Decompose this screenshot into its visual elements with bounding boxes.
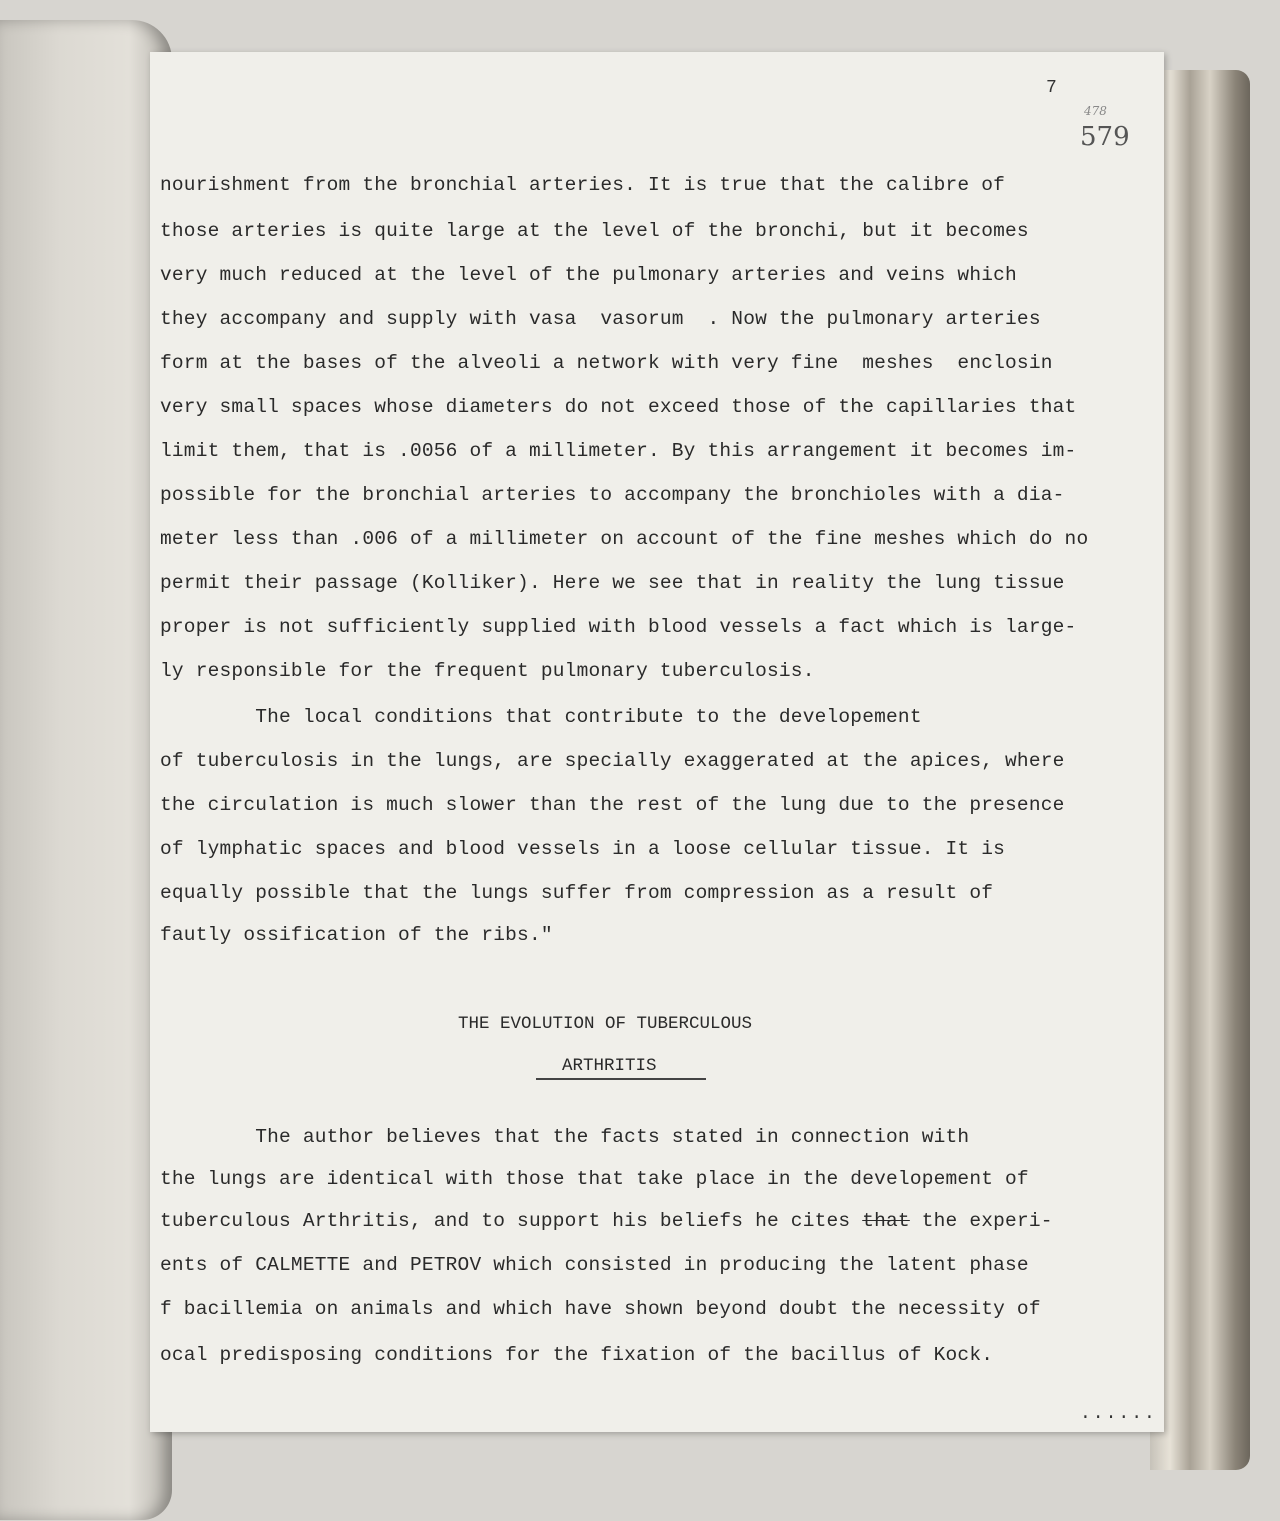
body-line: the circulation is much slower than the rest of the lung due to the presence xyxy=(160,794,1065,816)
section-line: f bacillemia on animals and which have shown beyond doubt the necessity of xyxy=(160,1298,1041,1320)
body-line: of tuberculosis in the lungs, are specially exaggerated at the apices, where xyxy=(160,750,1065,772)
body-line: very small spaces whose diameters do not exceed those of the capillaries that xyxy=(160,396,1077,418)
section-line: ocal predisposing conditions for the fixation of the bacillus of Kock. xyxy=(160,1344,994,1366)
section-line: The author believes that the facts stated in connection with xyxy=(160,1126,970,1148)
handwritten-folio-number: 478 xyxy=(1084,104,1107,118)
body-line: permit their passage (Kolliker). Here we see that in reality the lung tissue xyxy=(160,572,1065,594)
section-heading-subtitle: ARTHRITIS xyxy=(562,1056,657,1076)
body-line: very much reduced at the level of the pulmonary arteries and veins which xyxy=(160,264,1017,286)
body-line: fautly ossification of the ribs." xyxy=(160,924,553,946)
body-line: limit them, that is .0056 of a millimeter. By this arrangement it becomes im- xyxy=(160,440,1077,462)
previous-page-edge xyxy=(0,20,172,1520)
page-number: 7 xyxy=(1046,78,1057,98)
section-line xyxy=(160,1210,1053,1232)
section-line-tail: the experi- xyxy=(909,1210,1053,1232)
end-dots: ...... xyxy=(1080,1404,1157,1424)
body-line: proper is not sufficiently supplied with blood vessels a fact which is large- xyxy=(160,616,1077,638)
body-line: ly responsible for the frequent pulmonary tuberculosis. xyxy=(160,660,815,682)
archive-folio-number: 579 xyxy=(1080,122,1130,152)
heading-underline xyxy=(536,1078,706,1080)
body-line: of lymphatic spaces and blood vessels in a loose cellular tissue. It is xyxy=(160,838,1006,860)
body-line: they accompany and supply with vasa vasorum . Now the pulmonary arteries xyxy=(160,308,1041,330)
body-line: possible for the bronchial arteries to accompany the bronchioles with a dia- xyxy=(160,484,1065,506)
body-line: those arteries is quite large at the level of the bronchi, but it becomes xyxy=(160,220,1029,242)
section-line: the lungs are identical with those that take place in the developement of xyxy=(160,1168,1029,1190)
body-line: form at the bases of the alveoli a network with very fine meshes enclosin xyxy=(160,352,1053,374)
section-heading: THE EVOLUTION OF TUBERCULOUS xyxy=(458,1014,753,1034)
body-line: The local conditions that contribute to the developement xyxy=(160,706,922,728)
struck-word: that xyxy=(862,1210,910,1232)
body-line: nourishment from the bronchial arteries. It is true that the calibre of xyxy=(160,174,1006,196)
section-line-text: tuberculous Arthritis, and to support his beliefs he cites xyxy=(160,1210,851,1232)
book-page-stack xyxy=(1150,70,1250,1470)
body-line: meter less than .006 of a millimeter on account of the fine meshes which do no xyxy=(160,528,1089,550)
body-line: equally possible that the lungs suffer from compression as a result of xyxy=(160,882,994,904)
section-line: ents of CALMETTE and PETROV which consisted in producing the latent phase xyxy=(160,1254,1029,1276)
